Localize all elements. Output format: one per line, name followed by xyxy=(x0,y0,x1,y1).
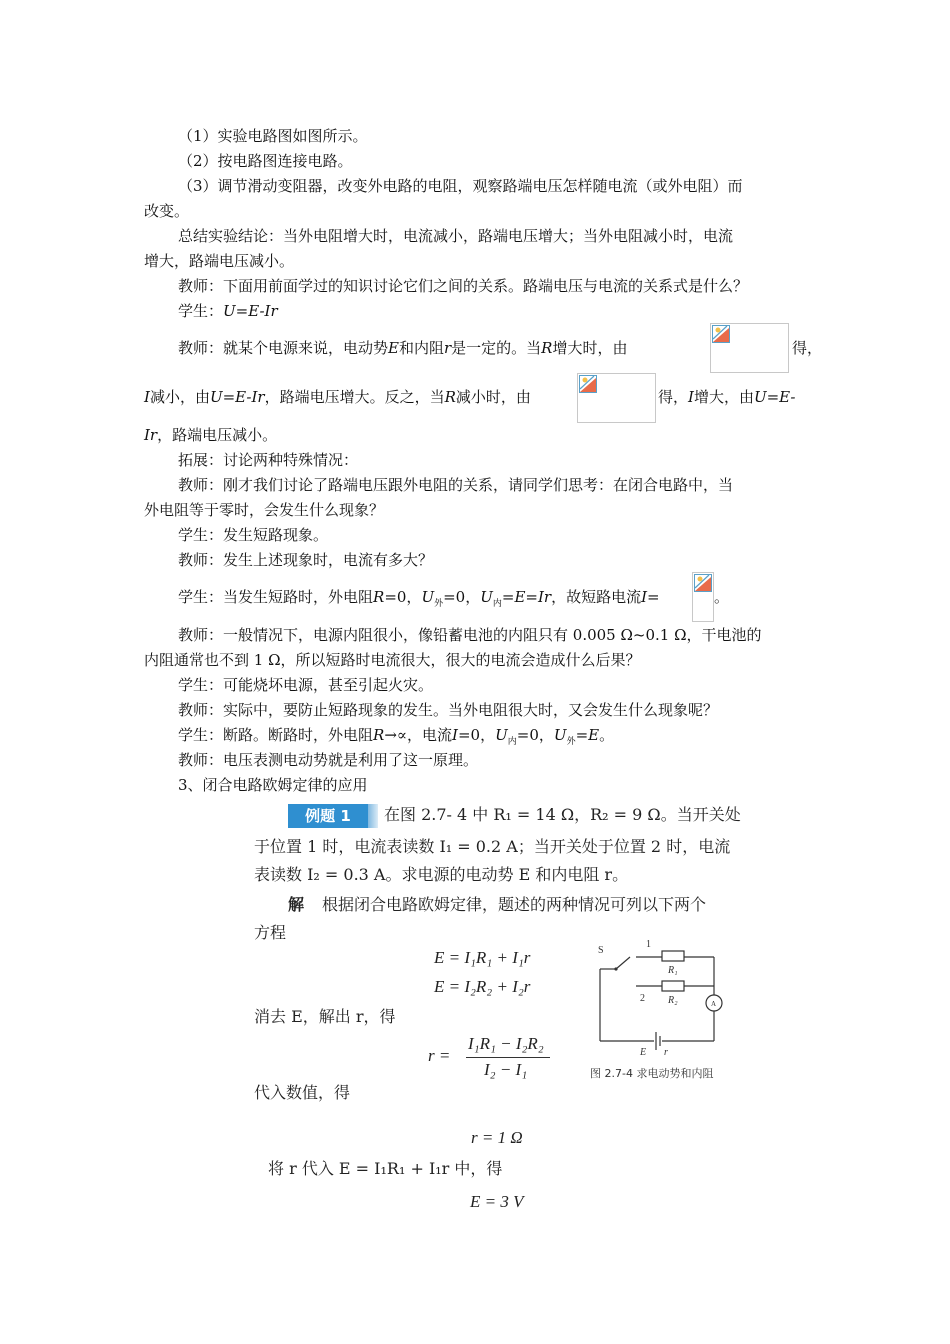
t2-l2-e: 增大，由 xyxy=(693,388,754,406)
substitute-r-line: 将 r 代入 E = I₁R₁ + I₁r 中，得 xyxy=(268,1159,503,1178)
r-result: r = 1 Ω xyxy=(471,1128,523,1147)
step-2: （2）按电路图连接电路。 xyxy=(178,152,353,170)
teacher-3: 教师：刚才我们讨论了路端电压跟外电阻的关系，请同学们思考：在闭合电路中，当 xyxy=(178,476,734,494)
teacher-2-line-3 xyxy=(144,424,277,446)
st3-R: R xyxy=(373,588,385,606)
teacher-2-line-2 xyxy=(144,386,531,408)
r-denominator: I₂ − I₁ xyxy=(484,1060,528,1079)
step-3: （3）调节滑动变阻器，改变外电路的电阻，观察路端电压怎样随电流（或外电阻）而 xyxy=(178,177,743,195)
t2-E: E xyxy=(388,339,399,357)
t2-r: r xyxy=(443,339,452,357)
t2-l2-R: R xyxy=(444,388,456,406)
st5-R: R xyxy=(373,726,385,744)
eliminate-line: 消去 E，解出 r，得 xyxy=(254,1007,396,1026)
fig-label-1: 1 xyxy=(646,939,651,950)
broken-image-icon xyxy=(710,323,789,373)
st3-v1: =0， xyxy=(443,588,481,606)
t2-l2-d: 得， xyxy=(658,388,689,406)
teacher-3-cont: 外电阻等于零时，会发生什么现象？ xyxy=(144,501,385,519)
fig-label-E: E xyxy=(640,1047,647,1058)
fig-ammeter: A xyxy=(711,1000,717,1008)
step-1: （1）实验电路图如图所示。 xyxy=(178,127,368,145)
st5-arrow: →∝，电流 xyxy=(384,726,453,744)
r-numerator: I₁R₁ − I₂R₂ xyxy=(468,1034,544,1053)
st3-sub-out: 外 xyxy=(434,599,444,609)
fig-label-2: 2 xyxy=(640,993,645,1004)
E-result: E = 3 V xyxy=(470,1192,524,1211)
solution-line-2: 方程 xyxy=(254,923,287,942)
fig-label-S: S xyxy=(598,945,604,956)
st5-E: E xyxy=(588,726,600,744)
example-line-1: 在图 2.7- 4 中 R₁ = 14 Ω，R₂ = 9 Ω。当开关处 xyxy=(384,805,741,824)
example-line-2: 于位置 1 时，电流表读数 I₁ = 0.2 A；当开关处于位置 2 时，电流 xyxy=(254,837,731,856)
extension: 拓展：讨论两种特殊情况： xyxy=(178,451,359,469)
teacher-2-line-1 xyxy=(178,337,627,359)
broken-image-icon xyxy=(692,572,714,622)
teacher-5-cont: 内阻通常也不到 1 Ω，所以短路时电流很大，很大的电流会造成什么后果？ xyxy=(144,651,641,669)
t2-p2: 和内阻 xyxy=(398,339,444,357)
st5-sub-out: 外 xyxy=(566,737,576,747)
t2-l2-I2: I xyxy=(688,388,694,406)
conclusion-cont: 增大，路端电压减小。 xyxy=(144,252,295,270)
r-lhs: r = xyxy=(428,1046,451,1065)
solution-label: 解 xyxy=(288,895,305,914)
t2-p3: 是一定的。当 xyxy=(451,339,542,357)
st5-U: U xyxy=(495,726,508,744)
broken-image-icon xyxy=(577,373,656,423)
teacher-1: 教师：下面用前面学过的知识讨论它们之间的关系。路端电压与电流的关系式是什么？ xyxy=(178,277,749,295)
st3-p1: 学生：当发生短路时，外电阻 xyxy=(178,588,374,606)
student-1-formula: U=E-Ir xyxy=(223,302,278,320)
teacher-6: 教师：实际中，要防止短路现象的发生。当外电阻很大时，又会发生什么现象呢？ xyxy=(178,701,719,719)
st5-v2: = xyxy=(575,726,589,744)
st3-I: I xyxy=(641,588,648,606)
student-4: 学生：可能烧坏电源，甚至引起火灾。 xyxy=(178,676,434,694)
switch-pivot xyxy=(614,967,617,970)
fraction-bar xyxy=(466,1057,550,1058)
t2-l2-f2: U=E- xyxy=(753,388,796,406)
equation-1: E = I₁R₁ + I₁r xyxy=(434,948,531,967)
st5-v0: =0， xyxy=(457,726,496,744)
student-1 xyxy=(178,300,278,322)
t2-p1: 教师：就某个电源来说，电动势 xyxy=(178,339,389,357)
st3-U2: U xyxy=(480,588,493,606)
t2-l3-a: ，路端电压减小。 xyxy=(157,426,278,444)
st3-U: U xyxy=(421,588,435,606)
st3-formula: =E=Ir xyxy=(501,588,552,606)
section-3-heading: 3、闭合电路欧姆定律的应用 xyxy=(178,776,368,794)
conclusion: 总结实验结论：当外电阻增大时，电流减小，路端电压增大；当外电阻减小时，电流 xyxy=(178,227,734,245)
student-3 xyxy=(178,586,660,615)
t2-p5: 得， xyxy=(792,339,823,357)
st3-p2: ，故短路电流 xyxy=(551,588,642,606)
t2-R: R xyxy=(541,339,553,357)
teacher-2-line-2-end xyxy=(658,386,795,408)
st3-eq: = xyxy=(647,588,660,606)
teacher-7: 教师：电压表测电动势就是利用了这一原理。 xyxy=(178,751,479,769)
st3-sub-in: 内 xyxy=(492,599,502,609)
t2-p4: 增大时，由 xyxy=(552,339,628,357)
st3-v0: =0， xyxy=(384,588,422,606)
student-2: 学生：发生短路现象。 xyxy=(178,526,329,544)
st3-end: 。 xyxy=(714,588,730,606)
st5-p1: 学生：断路。断路时，外电阻 xyxy=(178,726,374,744)
t2-l3-f: Ir xyxy=(144,426,158,444)
st5-I: I xyxy=(452,726,458,744)
st5-sub-in: 内 xyxy=(507,737,517,747)
equation-2: E = I₂R₂ + I₂r xyxy=(434,977,531,996)
figure-caption: 图 2.7-4 求电动势和内阻 xyxy=(590,1067,714,1080)
t2-l2-f: U=E-Ir xyxy=(209,388,265,406)
st5-v1: =0， xyxy=(516,726,554,744)
substitute-line: 代入数值，得 xyxy=(254,1083,351,1102)
t2-l2-a: 减小，由 xyxy=(149,388,210,406)
solution-line-1: 根据闭合电路欧姆定律，题述的两种情况可列以下两个 xyxy=(322,895,707,914)
t2-l2-b: ，路端电压增大。反之，当 xyxy=(264,388,445,406)
example-badge: 例题 1 xyxy=(288,804,368,828)
teacher-4: 教师：发生上述现象时，电流有多大？ xyxy=(178,551,434,569)
teacher-5: 教师：一般情况下，电源内阻很小，像铅蓄电池的内阻只有 0.005 Ω~0.1 Ω，干电池的 xyxy=(178,626,762,644)
fig-label-R2: R₂ xyxy=(668,995,678,1006)
t2-l2-I: I xyxy=(144,388,150,406)
example-line-3: 表读数 I₂ = 0.3 A。求电源的电动势 E 和内电阻 r。 xyxy=(254,865,629,884)
step-3-cont: 改变。 xyxy=(144,202,190,220)
t2-l2-c: 减小时，由 xyxy=(455,388,531,406)
st5-end: 。 xyxy=(599,726,615,744)
fig-label-r: r xyxy=(664,1047,668,1058)
student-1-prefix: 学生： xyxy=(178,302,224,320)
st5-U2: U xyxy=(553,726,567,744)
fig-label-R1: R₁ xyxy=(668,965,678,976)
